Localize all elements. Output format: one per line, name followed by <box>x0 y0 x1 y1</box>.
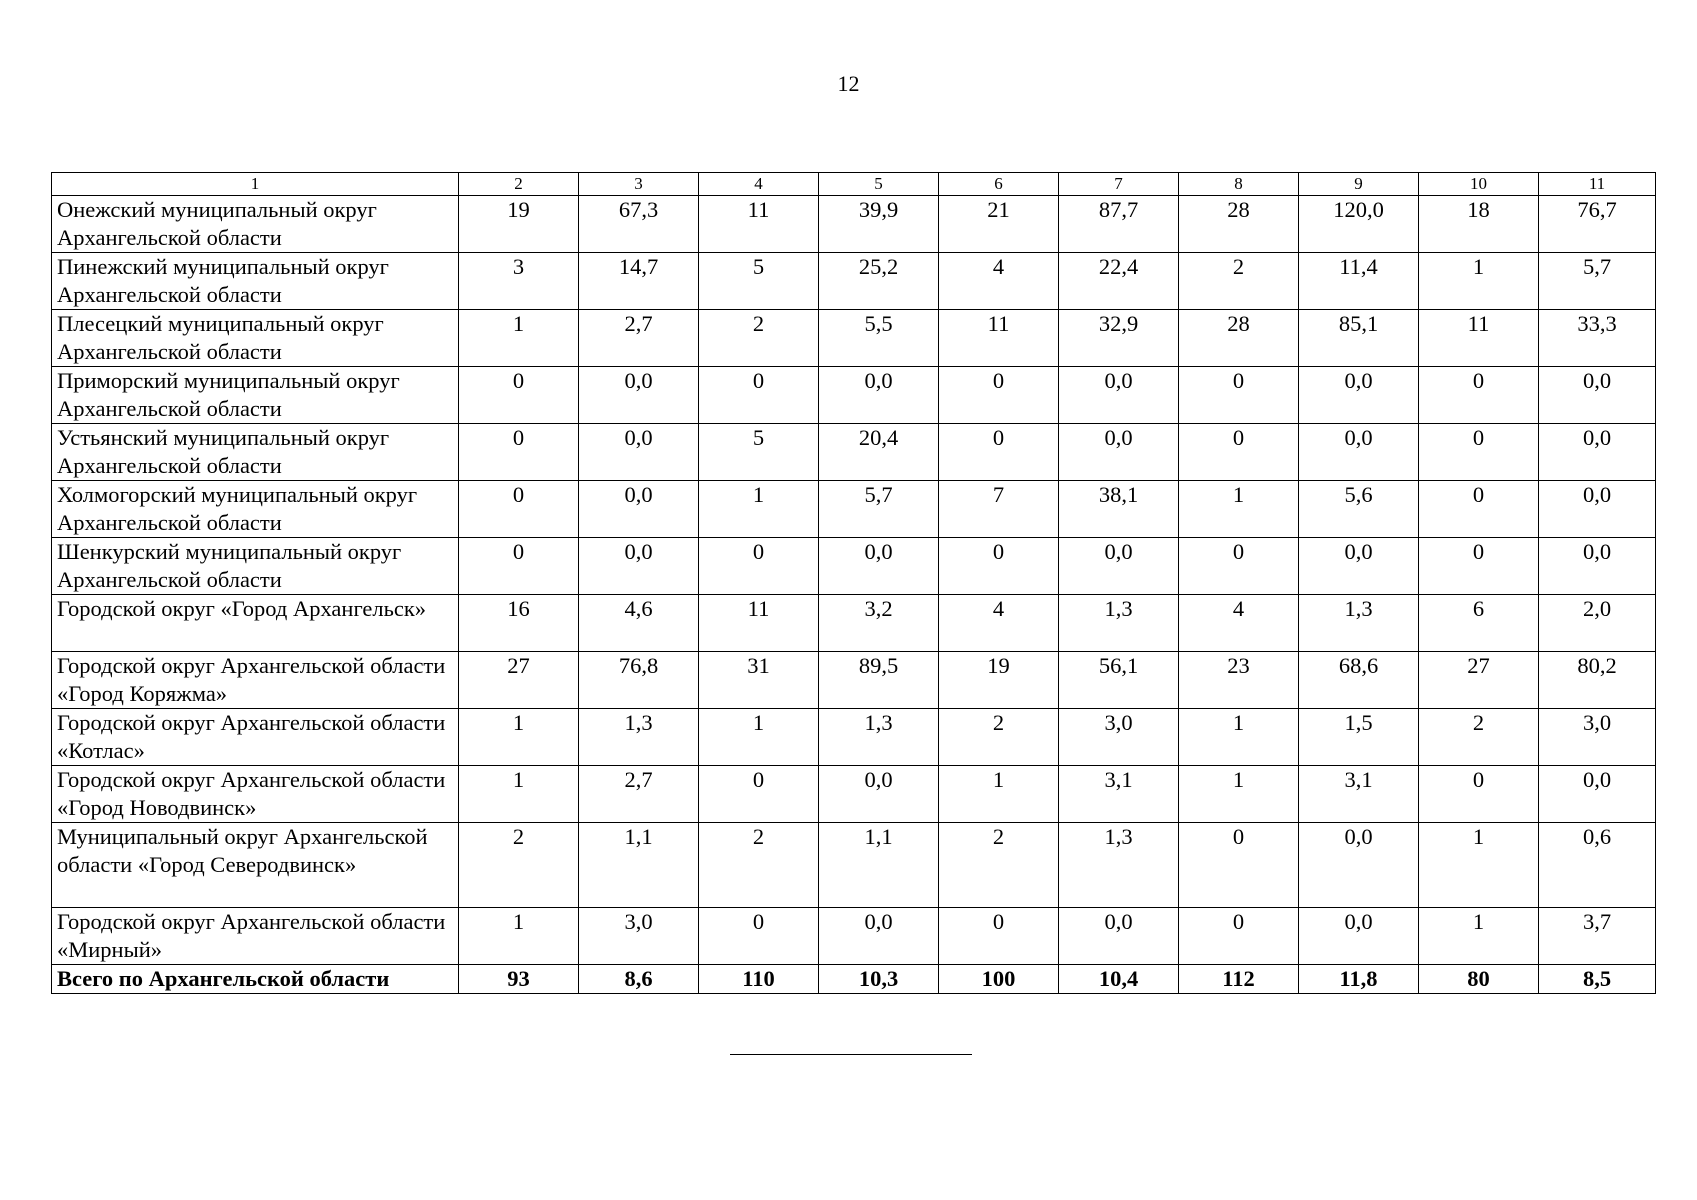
value-cell: 0,0 <box>579 481 699 538</box>
value-cell: 1 <box>699 709 819 766</box>
value-cell: 0,0 <box>1299 538 1419 595</box>
district-name-cell: Шенкурский муниципальный округ Архангельской области <box>52 538 459 595</box>
value-cell: 4,6 <box>579 595 699 652</box>
value-cell: 112 <box>1179 965 1299 994</box>
value-cell: 11 <box>939 310 1059 367</box>
value-cell: 5,7 <box>1539 253 1656 310</box>
value-cell: 2 <box>1179 253 1299 310</box>
value-cell: 1 <box>1179 766 1299 823</box>
value-cell: 5,5 <box>819 310 939 367</box>
column-number-header: 10 <box>1419 173 1539 196</box>
value-cell: 1 <box>459 709 579 766</box>
value-cell: 3,1 <box>1059 766 1179 823</box>
value-cell: 27 <box>1419 652 1539 709</box>
value-cell: 0,0 <box>1539 367 1656 424</box>
value-cell: 0,0 <box>1539 424 1656 481</box>
table-row <box>52 424 1656 481</box>
value-cell: 0 <box>1419 766 1539 823</box>
value-cell: 80,2 <box>1539 652 1656 709</box>
value-cell: 0 <box>1179 367 1299 424</box>
value-cell: 22,4 <box>1059 253 1179 310</box>
value-cell: 0 <box>1419 538 1539 595</box>
value-cell: 0,0 <box>819 538 939 595</box>
value-cell: 1 <box>459 310 579 367</box>
value-cell: 1 <box>1179 481 1299 538</box>
district-name-cell: Устьянский муниципальный округ Архангельской области <box>52 424 459 481</box>
value-cell: 20,4 <box>819 424 939 481</box>
value-cell: 4 <box>939 595 1059 652</box>
value-cell: 0,0 <box>1539 481 1656 538</box>
value-cell: 2 <box>939 709 1059 766</box>
value-cell: 93 <box>459 965 579 994</box>
table-row <box>52 538 1656 595</box>
district-name-cell: Городской округ «Город Архангельск» <box>52 595 459 652</box>
value-cell: 1,3 <box>819 709 939 766</box>
value-cell: 85,1 <box>1299 310 1419 367</box>
value-cell: 16 <box>459 595 579 652</box>
value-cell: 0,0 <box>579 424 699 481</box>
value-cell: 23 <box>1179 652 1299 709</box>
value-cell: 19 <box>939 652 1059 709</box>
value-cell: 19 <box>459 196 579 253</box>
value-cell: 1 <box>939 766 1059 823</box>
footer-divider <box>730 1054 972 1055</box>
value-cell: 76,7 <box>1539 196 1656 253</box>
value-cell: 5 <box>699 424 819 481</box>
value-cell: 100 <box>939 965 1059 994</box>
value-cell: 3,1 <box>1299 766 1419 823</box>
value-cell: 32,9 <box>1059 310 1179 367</box>
value-cell: 0 <box>699 367 819 424</box>
value-cell: 0 <box>939 424 1059 481</box>
value-cell: 3,7 <box>1539 908 1656 965</box>
value-cell: 5 <box>699 253 819 310</box>
district-name-cell: Плесецкий муниципальный округ Архангельской области <box>52 310 459 367</box>
value-cell: 2,7 <box>579 310 699 367</box>
value-cell: 0,0 <box>1539 766 1656 823</box>
table-row <box>52 823 1656 908</box>
value-cell: 5,7 <box>819 481 939 538</box>
column-number-header: 6 <box>939 173 1059 196</box>
table-row <box>52 709 1656 766</box>
value-cell: 2 <box>699 823 819 908</box>
value-cell: 2 <box>1419 709 1539 766</box>
value-cell: 39,9 <box>819 196 939 253</box>
value-cell: 8,5 <box>1539 965 1656 994</box>
value-cell: 4 <box>939 253 1059 310</box>
column-number-header: 7 <box>1059 173 1179 196</box>
district-name-cell: Муниципальный округ Архангельской области «Город Северодвинск» <box>52 823 459 908</box>
value-cell: 76,8 <box>579 652 699 709</box>
value-cell: 0,0 <box>819 908 939 965</box>
value-cell: 0,0 <box>1299 823 1419 908</box>
value-cell: 2 <box>939 823 1059 908</box>
value-cell: 0 <box>1179 424 1299 481</box>
value-cell: 1,3 <box>1059 823 1179 908</box>
value-cell: 0,0 <box>1059 538 1179 595</box>
page-number: 12 <box>837 71 860 96</box>
value-cell: 1 <box>1419 908 1539 965</box>
value-cell: 0 <box>699 766 819 823</box>
column-number-header: 9 <box>1299 173 1419 196</box>
table-row <box>52 367 1656 424</box>
value-cell: 0,6 <box>1539 823 1656 908</box>
district-name-cell: Холмогорский муниципальный округ Архангельской области <box>52 481 459 538</box>
value-cell: 18 <box>1419 196 1539 253</box>
value-cell: 5,6 <box>1299 481 1419 538</box>
value-cell: 87,7 <box>1059 196 1179 253</box>
value-cell: 6 <box>1419 595 1539 652</box>
value-cell: 33,3 <box>1539 310 1656 367</box>
value-cell: 0,0 <box>1059 367 1179 424</box>
value-cell: 3 <box>459 253 579 310</box>
district-name-cell: Городской округ Архангельской области «Мирный» <box>52 908 459 965</box>
value-cell: 1 <box>1419 253 1539 310</box>
value-cell: 0,0 <box>1299 367 1419 424</box>
value-cell: 1,3 <box>1299 595 1419 652</box>
value-cell: 14,7 <box>579 253 699 310</box>
table-row <box>52 766 1656 823</box>
value-cell: 2,0 <box>1539 595 1656 652</box>
column-number-row <box>52 173 1656 196</box>
value-cell: 0 <box>1179 908 1299 965</box>
district-name-cell: Всего по Архангельской области <box>52 965 459 994</box>
value-cell: 1,5 <box>1299 709 1419 766</box>
total-row <box>52 965 1656 994</box>
table-row <box>52 595 1656 652</box>
value-cell: 0,0 <box>1299 908 1419 965</box>
value-cell: 0,0 <box>1299 424 1419 481</box>
value-cell: 0 <box>939 367 1059 424</box>
value-cell: 27 <box>459 652 579 709</box>
value-cell: 0 <box>1179 823 1299 908</box>
value-cell: 120,0 <box>1299 196 1419 253</box>
value-cell: 0,0 <box>819 766 939 823</box>
value-cell: 0 <box>1179 538 1299 595</box>
value-cell: 11,8 <box>1299 965 1419 994</box>
district-name-cell: Пинежский муниципальный округ Архангельской области <box>52 253 459 310</box>
column-number-header: 4 <box>699 173 819 196</box>
value-cell: 80 <box>1419 965 1539 994</box>
value-cell: 0 <box>459 424 579 481</box>
table-row <box>52 908 1656 965</box>
value-cell: 68,6 <box>1299 652 1419 709</box>
table-row <box>52 310 1656 367</box>
value-cell: 10,4 <box>1059 965 1179 994</box>
value-cell: 2,7 <box>579 766 699 823</box>
value-cell: 11 <box>1419 310 1539 367</box>
value-cell: 11 <box>699 196 819 253</box>
value-cell: 11,4 <box>1299 253 1419 310</box>
district-name-cell: Онежский муниципальный округ Архангельской области <box>52 196 459 253</box>
district-name-cell: Городской округ Архангельской области «Город Коряжма» <box>52 652 459 709</box>
table-row <box>52 652 1656 709</box>
value-cell: 1 <box>699 481 819 538</box>
column-number-header: 8 <box>1179 173 1299 196</box>
value-cell: 89,5 <box>819 652 939 709</box>
value-cell: 0 <box>1419 424 1539 481</box>
value-cell: 7 <box>939 481 1059 538</box>
value-cell: 25,2 <box>819 253 939 310</box>
column-number-header: 1 <box>52 173 459 196</box>
value-cell: 0 <box>699 908 819 965</box>
value-cell: 3,0 <box>1059 709 1179 766</box>
column-number-header: 5 <box>819 173 939 196</box>
table-row <box>52 253 1656 310</box>
value-cell: 0 <box>939 538 1059 595</box>
table-row <box>52 481 1656 538</box>
column-number-header: 11 <box>1539 173 1656 196</box>
value-cell: 0,0 <box>1059 908 1179 965</box>
value-cell: 1 <box>459 908 579 965</box>
value-cell: 1,3 <box>579 709 699 766</box>
value-cell: 2 <box>699 310 819 367</box>
value-cell: 3,0 <box>1539 709 1656 766</box>
value-cell: 0,0 <box>819 367 939 424</box>
value-cell: 0 <box>459 367 579 424</box>
value-cell: 38,1 <box>1059 481 1179 538</box>
value-cell: 31 <box>699 652 819 709</box>
value-cell: 3,2 <box>819 595 939 652</box>
column-number-header: 2 <box>459 173 579 196</box>
column-number-header: 3 <box>579 173 699 196</box>
district-name-cell: Городской округ Архангельской области «Котлас» <box>52 709 459 766</box>
value-cell: 28 <box>1179 310 1299 367</box>
value-cell: 0,0 <box>579 538 699 595</box>
statistics-table <box>51 172 1656 994</box>
value-cell: 1 <box>459 766 579 823</box>
value-cell: 0,0 <box>579 367 699 424</box>
value-cell: 21 <box>939 196 1059 253</box>
value-cell: 0,0 <box>1059 424 1179 481</box>
value-cell: 11 <box>699 595 819 652</box>
value-cell: 1,1 <box>579 823 699 908</box>
value-cell: 1,3 <box>1059 595 1179 652</box>
value-cell: 2 <box>459 823 579 908</box>
value-cell: 1 <box>1419 823 1539 908</box>
value-cell: 67,3 <box>579 196 699 253</box>
value-cell: 0 <box>939 908 1059 965</box>
value-cell: 0,0 <box>1539 538 1656 595</box>
value-cell: 110 <box>699 965 819 994</box>
value-cell: 4 <box>1179 595 1299 652</box>
value-cell: 0 <box>459 481 579 538</box>
value-cell: 56,1 <box>1059 652 1179 709</box>
district-name-cell: Приморский муниципальный округ Архангельской области <box>52 367 459 424</box>
value-cell: 0 <box>1419 481 1539 538</box>
table-row <box>52 196 1656 253</box>
table-body <box>52 196 1656 994</box>
value-cell: 1 <box>1179 709 1299 766</box>
value-cell: 3,0 <box>579 908 699 965</box>
value-cell: 10,3 <box>819 965 939 994</box>
value-cell: 0 <box>459 538 579 595</box>
value-cell: 0 <box>1419 367 1539 424</box>
value-cell: 0 <box>699 538 819 595</box>
value-cell: 28 <box>1179 196 1299 253</box>
value-cell: 1,1 <box>819 823 939 908</box>
value-cell: 8,6 <box>579 965 699 994</box>
district-name-cell: Городской округ Архангельской области «Город Новодвинск» <box>52 766 459 823</box>
